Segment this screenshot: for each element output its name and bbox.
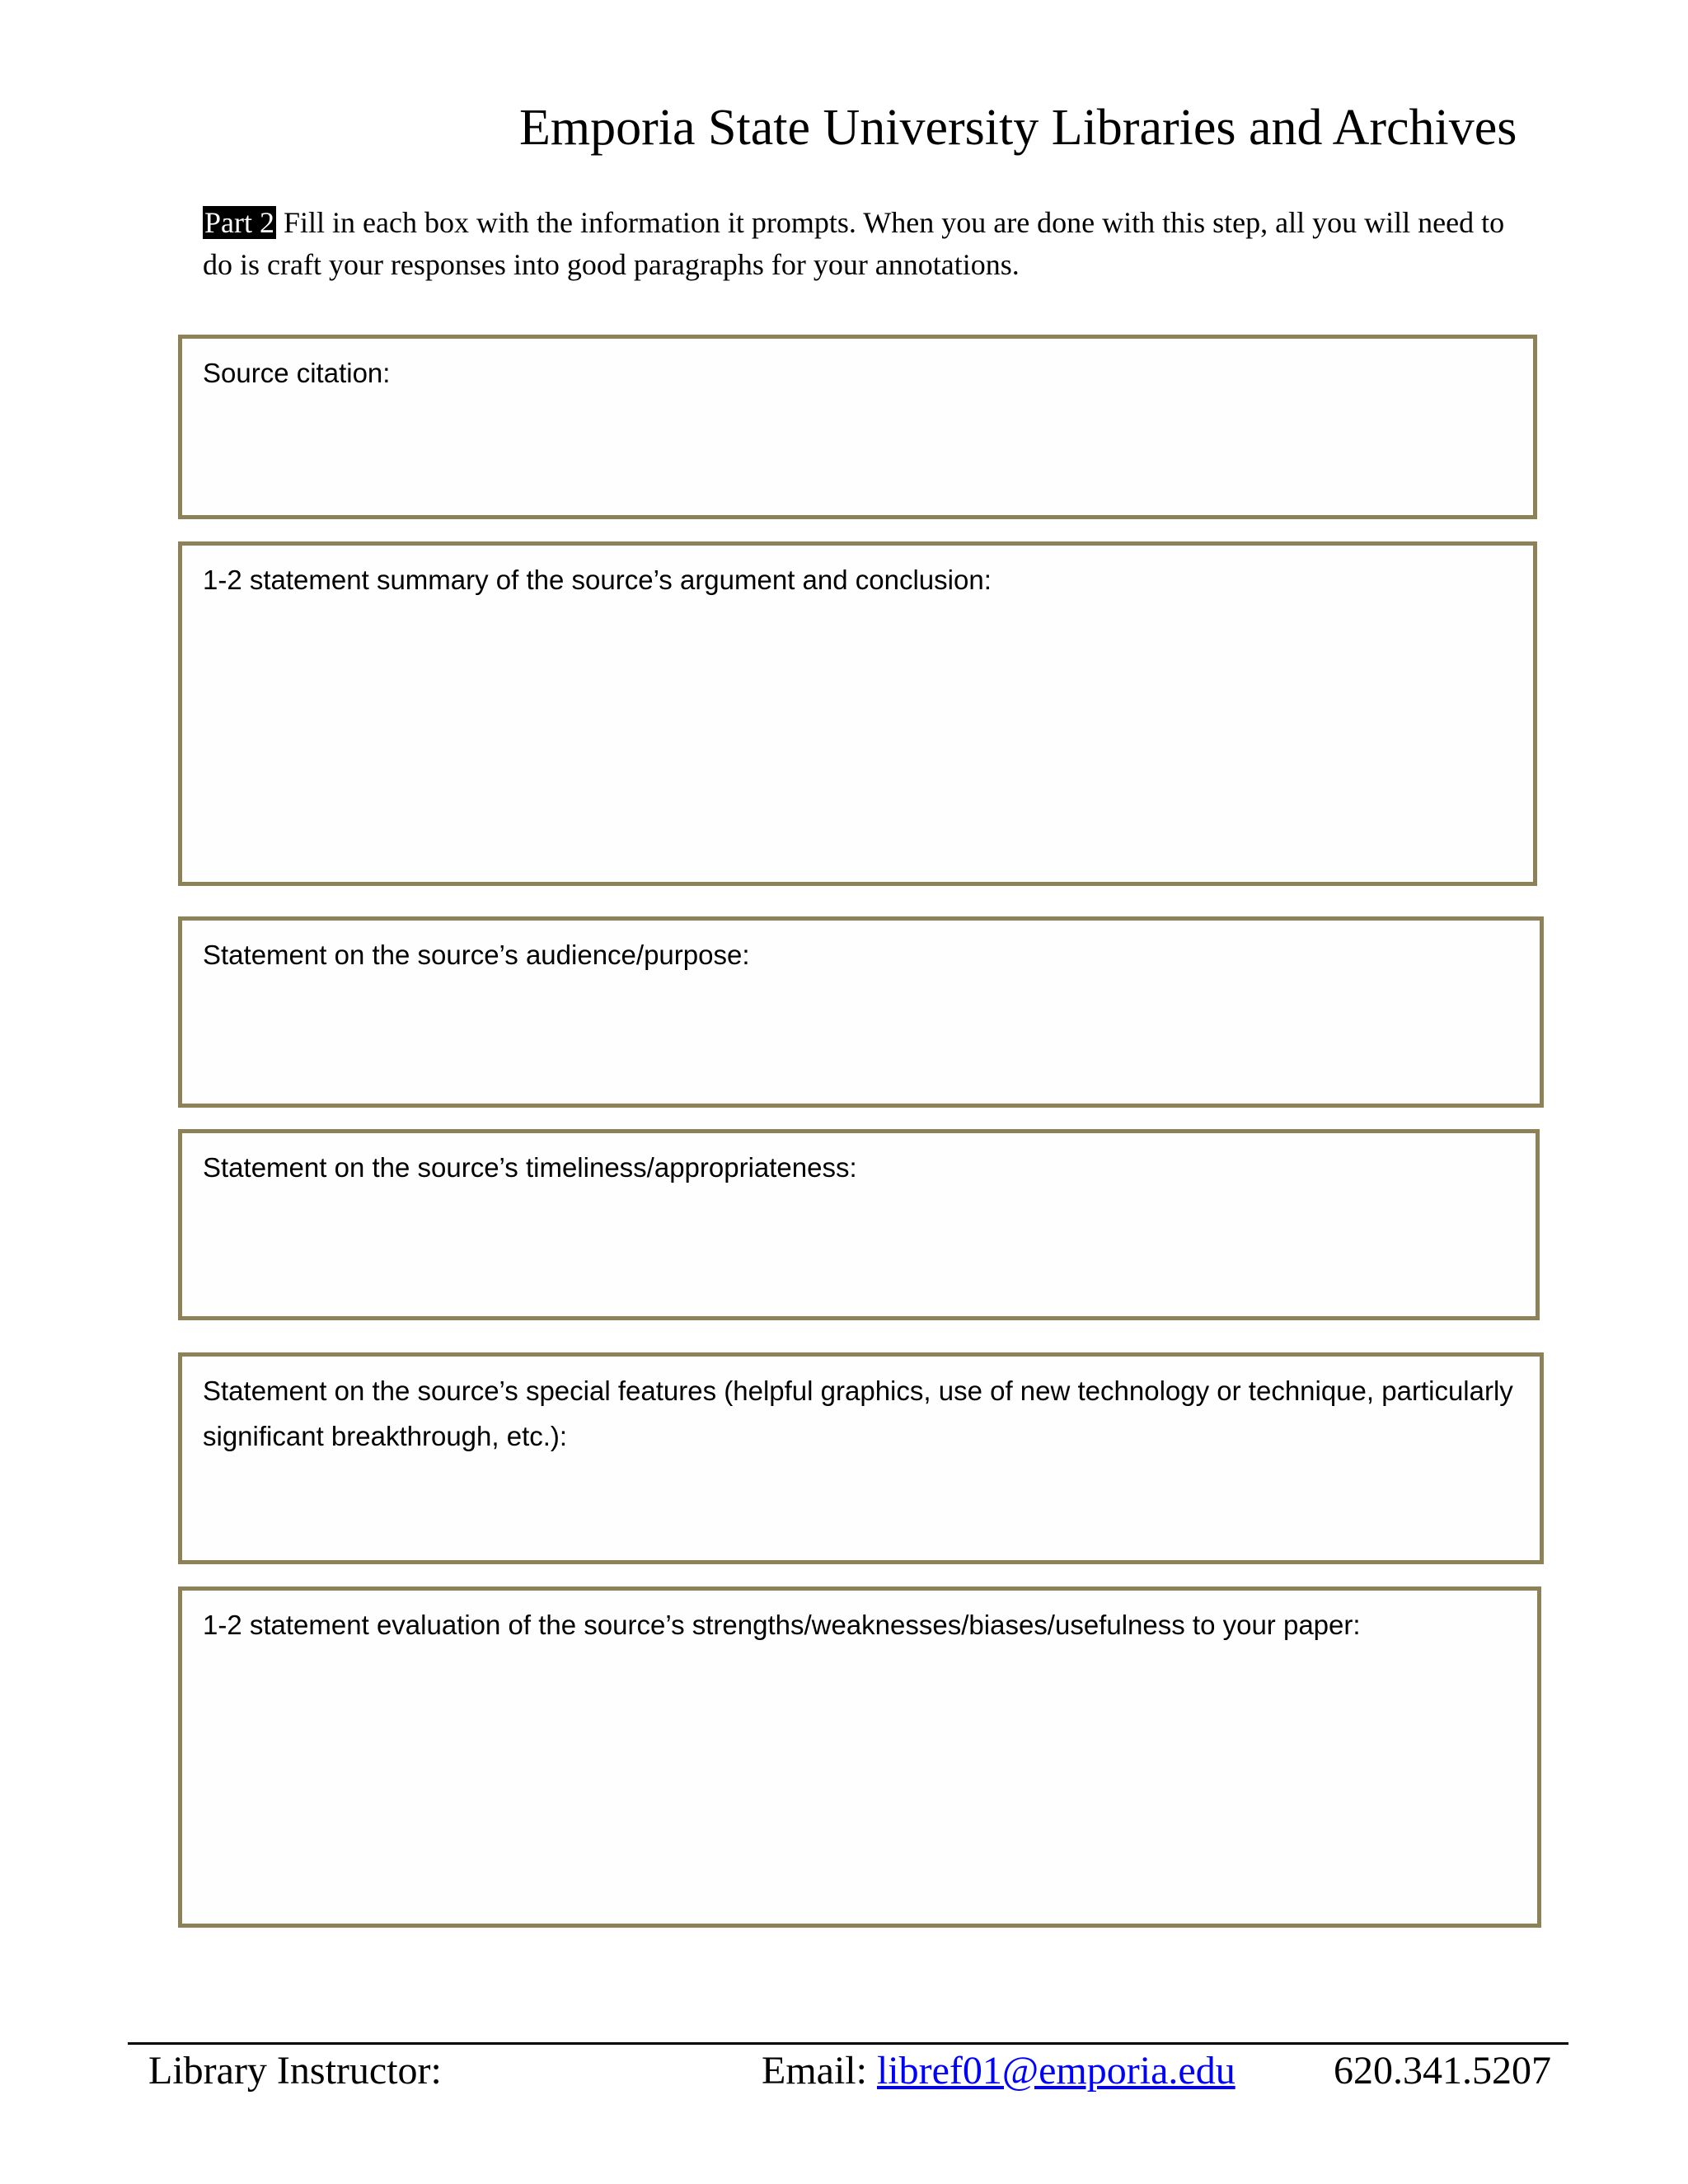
summary-label: 1-2 statement summary of the source’s argument and conclusion: [203,565,992,595]
email-label: Email: [762,2049,867,2093]
email-link[interactable]: libref01@emporia.edu [876,2049,1236,2093]
instructions [203,202,1522,286]
audience-purpose-box[interactable] [178,916,1544,1108]
phone-number: 620.341.5207 [1334,2049,1551,2093]
special-features-label: Statement on the source’s special features (helpful graphics, use of new technology or technique, particularly significant breakthrough, etc.): [203,1376,1513,1451]
part-label: Part 2 [204,206,274,239]
special-features-box[interactable] [178,1352,1544,1564]
source-citation-label: Source citation: [203,358,391,388]
timeliness-box[interactable] [178,1129,1540,1320]
library-instructor-label: Library Instructor: [148,2049,442,2093]
email-line [762,2042,1236,2100]
evaluation-label: 1-2 statement evaluation of the source’s strengths/weaknesses/biases/usefulness to your paper: [203,1610,1361,1640]
instructions-text: Fill in each box with the information it prompts. When you are done with this step, all you will need to do is craft your responses into good paragraphs for your annotations. [203,206,1505,281]
evaluation-box[interactable] [178,1586,1541,1928]
summary-box[interactable] [178,541,1537,886]
page-title: Emporia State University Libraries and Archives [519,100,1517,156]
audience-purpose-label: Statement on the source’s audience/purpose: [203,940,750,970]
source-citation-box[interactable] [178,335,1537,519]
timeliness-label: Statement on the source’s timeliness/appropriateness: [203,1152,857,1183]
